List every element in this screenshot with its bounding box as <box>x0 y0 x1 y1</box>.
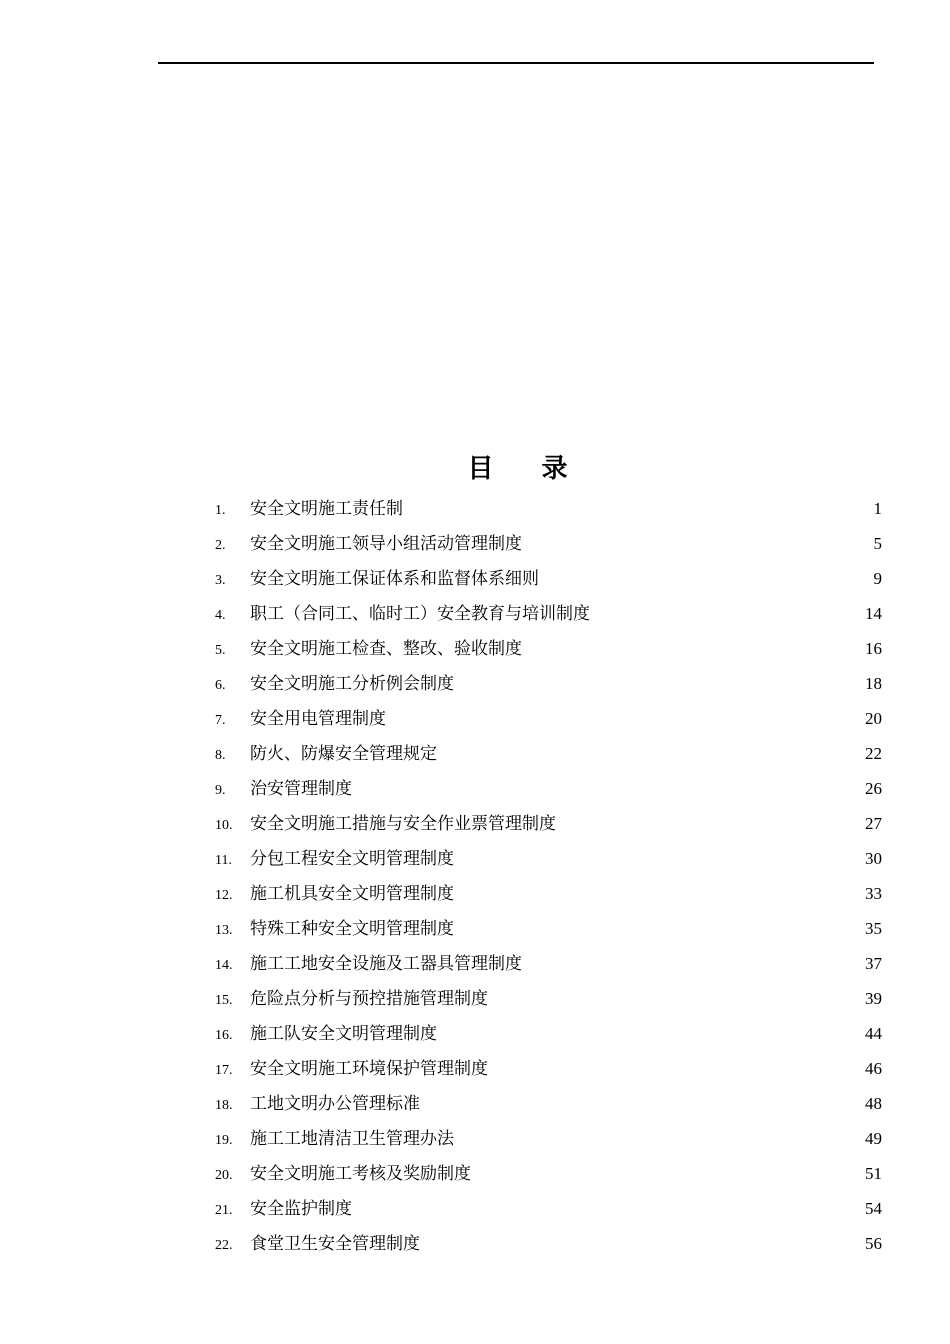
header-rule <box>158 62 874 64</box>
toc-entry-number: 16. <box>215 1028 233 1043</box>
toc-entry[interactable] <box>215 736 882 771</box>
toc-entry-number: 8. <box>215 748 226 763</box>
toc-entry-page: 20 <box>865 709 882 728</box>
toc-entry-number: 20. <box>215 1168 233 1183</box>
toc-entry-number: 17. <box>215 1063 233 1078</box>
toc-entry-title: 特殊工种安全文明管理制度 <box>250 919 454 939</box>
toc-entry-page: 37 <box>865 954 882 973</box>
toc-entry[interactable] <box>215 491 882 526</box>
toc-entry-page: 9 <box>873 569 882 588</box>
toc-title-right: 录 <box>541 454 568 484</box>
toc-entry-page: 27 <box>865 814 882 833</box>
toc-entry[interactable] <box>215 1121 882 1156</box>
toc-entry[interactable] <box>215 526 882 561</box>
toc-entry-number: 6. <box>215 678 226 693</box>
toc-entry[interactable] <box>215 561 882 596</box>
toc-entry-number: 14. <box>215 958 233 973</box>
toc-entry-title: 安全文明施工保证体系和监督体系细则 <box>250 569 539 589</box>
toc-entry[interactable] <box>215 806 882 841</box>
toc-entry-number: 19. <box>215 1133 233 1148</box>
toc-entry-title: 安全文明施工环境保护管理制度 <box>250 1059 488 1079</box>
toc-entry-number: 18. <box>215 1098 233 1113</box>
toc-title <box>0 448 950 485</box>
toc-entry-page: 1 <box>873 499 882 518</box>
toc-entry-page: 48 <box>865 1094 882 1113</box>
toc-entry-page: 54 <box>865 1199 882 1218</box>
toc-entry-title: 工地文明办公管理标准 <box>250 1094 420 1114</box>
toc-entry-title: 安全文明施工考核及奖励制度 <box>250 1164 471 1184</box>
toc-entry-title: 安全文明施工措施与安全作业票管理制度 <box>250 814 556 834</box>
toc-entry-title: 分包工程安全文明管理制度 <box>250 849 454 869</box>
toc-entry-number: 4. <box>215 608 226 623</box>
toc-entry[interactable] <box>215 631 882 666</box>
toc-title-left: 目 <box>467 454 494 484</box>
toc-entry-number: 13. <box>215 923 233 938</box>
table-of-contents <box>215 491 882 1261</box>
toc-entry-page: 39 <box>865 989 882 1008</box>
toc-entry[interactable] <box>215 911 882 946</box>
toc-entry[interactable] <box>215 981 882 1016</box>
toc-entry-page: 26 <box>865 779 882 798</box>
toc-entry-page: 18 <box>865 674 882 693</box>
toc-entry-number: 1. <box>215 503 226 518</box>
toc-entry-page: 51 <box>865 1164 882 1183</box>
toc-entry[interactable] <box>215 1086 882 1121</box>
toc-entry-number: 22. <box>215 1238 233 1253</box>
toc-entry[interactable] <box>215 701 882 736</box>
toc-entry-title: 安全文明施工分析例会制度 <box>250 674 454 694</box>
toc-entry[interactable] <box>215 876 882 911</box>
toc-entry-page: 16 <box>865 639 882 658</box>
toc-entry-title: 施工队安全文明管理制度 <box>250 1024 437 1044</box>
toc-entry-number: 21. <box>215 1203 233 1218</box>
toc-entry[interactable] <box>215 771 882 806</box>
toc-entry-title: 安全监护制度 <box>250 1199 352 1219</box>
toc-entry-title: 防火、防爆安全管理规定 <box>250 744 437 764</box>
toc-entry-title: 安全文明施工责任制 <box>250 499 403 519</box>
toc-entry-number: 2. <box>215 538 226 553</box>
toc-entry-title: 安全文明施工检查、整改、验收制度 <box>250 639 522 659</box>
toc-entry-number: 7. <box>215 713 226 728</box>
toc-entry[interactable] <box>215 1226 882 1261</box>
toc-entry-title: 治安管理制度 <box>250 779 352 799</box>
toc-entry-number: 12. <box>215 888 233 903</box>
toc-entry[interactable] <box>215 1051 882 1086</box>
toc-entry-number: 15. <box>215 993 233 1008</box>
toc-entry-number: 10. <box>215 818 233 833</box>
toc-entry-page: 5 <box>873 534 882 553</box>
toc-entry-page: 14 <box>865 604 882 623</box>
toc-entry[interactable] <box>215 596 882 631</box>
toc-entry-title: 安全文明施工领导小组活动管理制度 <box>250 534 522 554</box>
toc-entry-title: 危险点分析与预控措施管理制度 <box>250 989 488 1009</box>
toc-entry-page: 30 <box>865 849 882 868</box>
toc-entry-number: 5. <box>215 643 226 658</box>
toc-entry-title: 施工机具安全文明管理制度 <box>250 884 454 904</box>
toc-entry-title: 施工工地清洁卫生管理办法 <box>250 1129 454 1149</box>
toc-entry[interactable] <box>215 1156 882 1191</box>
toc-entry[interactable] <box>215 841 882 876</box>
toc-entry-number: 11. <box>215 853 232 868</box>
toc-entry[interactable] <box>215 946 882 981</box>
toc-entry[interactable] <box>215 666 882 701</box>
toc-entry-title: 职工（合同工、临时工）安全教育与培训制度 <box>250 604 590 624</box>
toc-entry-page: 56 <box>865 1234 882 1253</box>
toc-entry-title: 食堂卫生安全管理制度 <box>250 1234 420 1254</box>
toc-entry-page: 35 <box>865 919 882 938</box>
toc-entry-page: 33 <box>865 884 882 903</box>
toc-entry-page: 44 <box>865 1024 882 1043</box>
toc-entry-title: 施工工地安全设施及工器具管理制度 <box>250 954 522 974</box>
toc-entry[interactable] <box>215 1191 882 1226</box>
toc-entry-number: 9. <box>215 783 226 798</box>
toc-entry-number: 3. <box>215 573 226 588</box>
toc-entry[interactable] <box>215 1016 882 1051</box>
toc-entry-title: 安全用电管理制度 <box>250 709 386 729</box>
toc-entry-page: 22 <box>865 744 882 763</box>
toc-entry-page: 46 <box>865 1059 882 1078</box>
toc-entry-page: 49 <box>865 1129 882 1148</box>
